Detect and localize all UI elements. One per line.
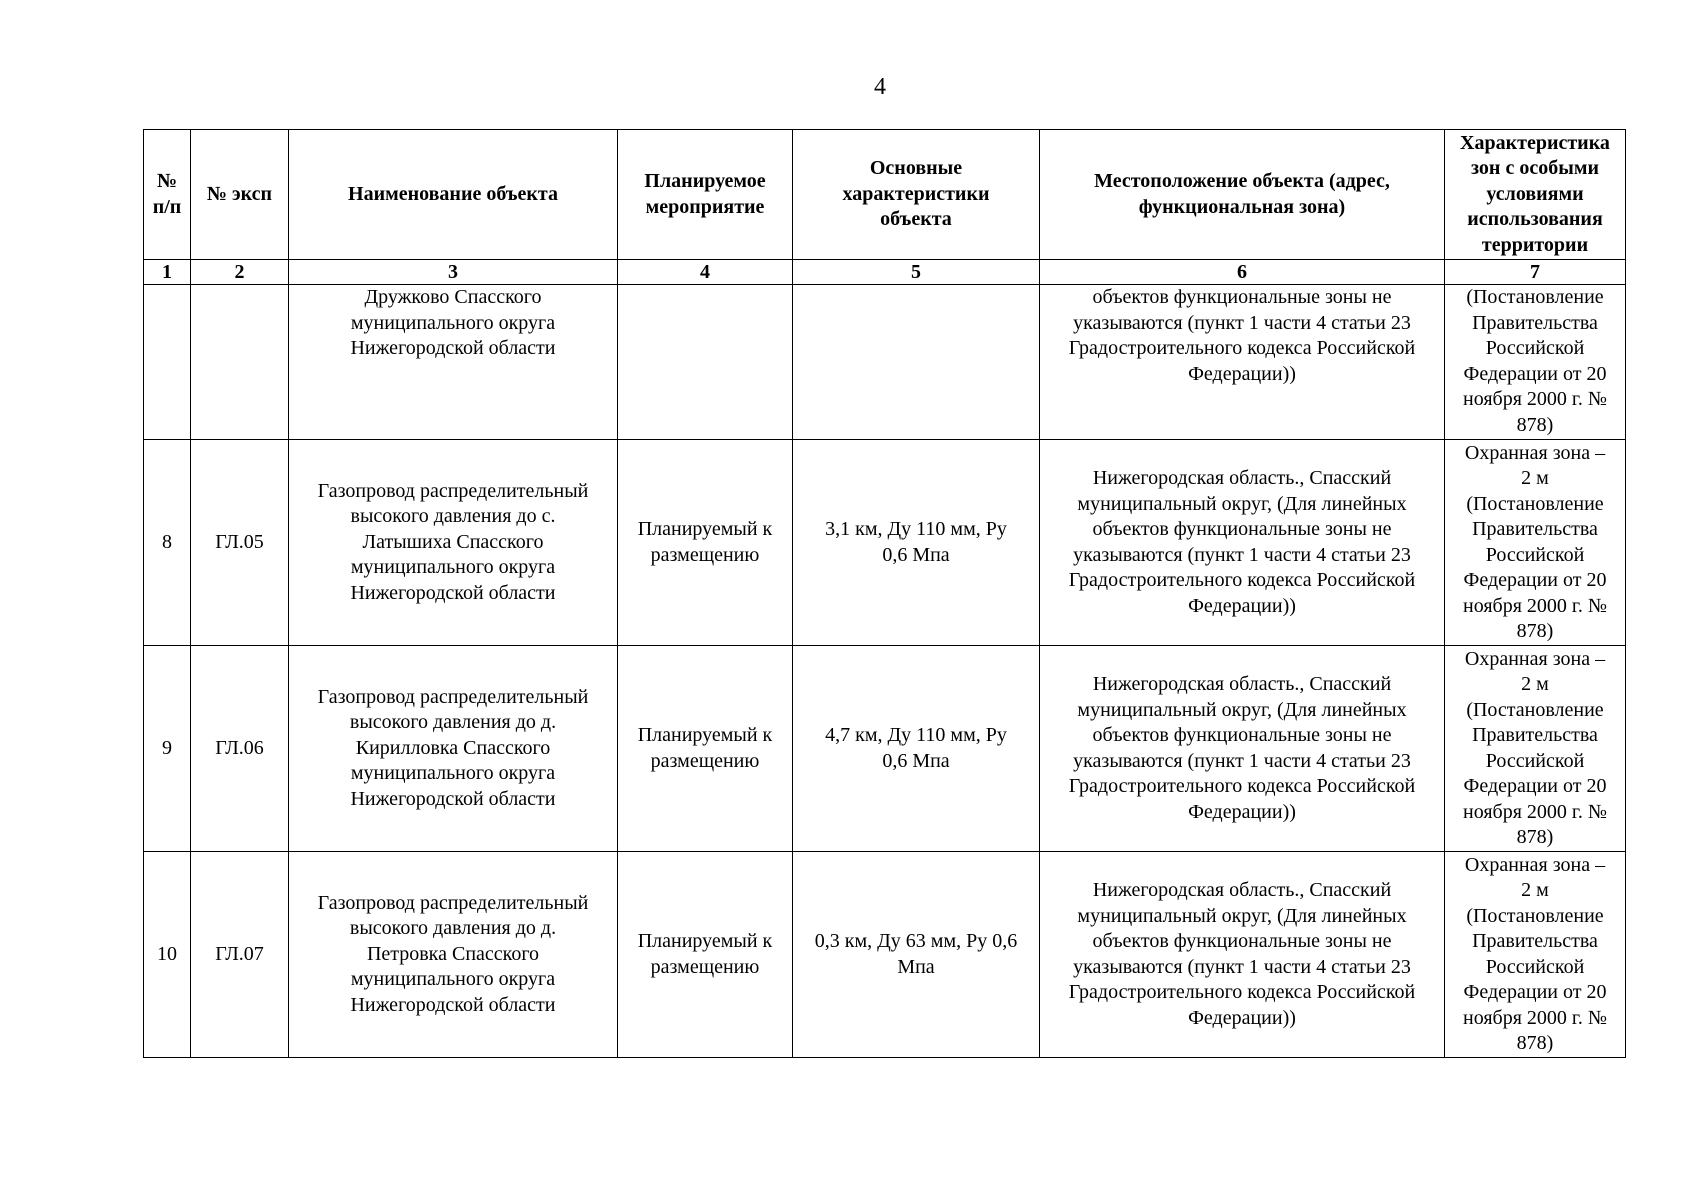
- row-zones: Охранная зона – 2 м (Постановление Правительства Российской Федерации от 20 ноября 2000 г. № 878): [1445, 440, 1626, 646]
- row-measure: Планируемый к размещению: [618, 440, 793, 646]
- row-code: ГЛ.05: [191, 440, 289, 646]
- header-row: [144, 130, 1626, 260]
- row-location: объектов функциональные зоны не указываются (пункт 1 части 4 статьи 23 Градостроительного кодекса Российской Федерации)): [1040, 285, 1445, 440]
- table-row: [144, 646, 1626, 852]
- row-characteristics: 4,7 км, Ду 110 мм, Ру 0,6 Мпа: [793, 646, 1040, 852]
- header-code: № эксп: [191, 130, 289, 260]
- row-code: ГЛ.07: [191, 852, 289, 1058]
- row-characteristics: [793, 285, 1040, 440]
- row-code: ГЛ.06: [191, 646, 289, 852]
- row-measure: Планируемый к размещению: [618, 646, 793, 852]
- row-name: Газопровод распределительный высокого давления до д. Петровка Спасского муниципального округа Нижегородской области: [289, 852, 618, 1058]
- row-location: Нижегородская область., Спасский муниципальный округ, (Для линейных объектов функциональные зоны не указываются (пункт 1 части 4 статьи 23 Градостроительного кодекса Российской Федерации)): [1040, 852, 1445, 1058]
- row-location: Нижегородская область., Спасский муниципальный округ, (Для линейных объектов функциональные зоны не указываются (пункт 1 части 4 статьи 23 Градостроительного кодекса Российской Федерации)): [1040, 440, 1445, 646]
- row-name: Дружково Спасского муниципального округа Нижегородской области: [289, 285, 618, 440]
- row-measure: Планируемый к размещению: [618, 852, 793, 1058]
- row-name: Газопровод распределительный высокого давления до д. Кирилловка Спасского муниципального округа Нижегородской области: [289, 646, 618, 852]
- page-number: 4: [874, 74, 886, 100]
- row-measure: [618, 285, 793, 440]
- column-number: 5: [793, 260, 1040, 285]
- header-characteristics: Основные характеристики объекта: [793, 130, 1040, 260]
- row-zones: Охранная зона – 2 м (Постановление Правительства Российской Федерации от 20 ноября 2000 г. № 878): [1445, 852, 1626, 1058]
- header-name: Наименование объекта: [289, 130, 618, 260]
- column-number: 7: [1445, 260, 1626, 285]
- table-row: [144, 285, 1626, 440]
- row-zones: (Постановление Правительства Российской Федерации от 20 ноября 2000 г. № 878): [1445, 285, 1626, 440]
- row-num: 8: [144, 440, 191, 646]
- header-location: Местоположение объекта (адрес, функциональная зона): [1040, 130, 1445, 260]
- row-num: 9: [144, 646, 191, 852]
- table-row: [144, 440, 1626, 646]
- header-zones: Характеристика зон с особыми условиями использования территории: [1445, 130, 1626, 260]
- objects-table: [143, 129, 1626, 1058]
- table-row: [144, 852, 1626, 1058]
- column-number-row: [144, 260, 1626, 285]
- column-number: 4: [618, 260, 793, 285]
- row-name: Газопровод распределительный высокого давления до с. Латышиха Спасского муниципального округа Нижегородской области: [289, 440, 618, 646]
- column-number: 3: [289, 260, 618, 285]
- row-code: [191, 285, 289, 440]
- row-characteristics: 3,1 км, Ду 110 мм, Ру 0,6 Мпа: [793, 440, 1040, 646]
- row-characteristics: 0,3 км, Ду 63 мм, Ру 0,6 Мпа: [793, 852, 1040, 1058]
- column-number: 2: [191, 260, 289, 285]
- column-number: 6: [1040, 260, 1445, 285]
- column-number: 1: [144, 260, 191, 285]
- header-num: № п/п: [144, 130, 191, 260]
- row-num: [144, 285, 191, 440]
- row-location: Нижегородская область., Спасский муниципальный округ, (Для линейных объектов функциональные зоны не указываются (пункт 1 части 4 статьи 23 Градостроительного кодекса Российской Федерации)): [1040, 646, 1445, 852]
- row-num: 10: [144, 852, 191, 1058]
- header-measure: Планируемое мероприятие: [618, 130, 793, 260]
- row-zones: Охранная зона – 2 м (Постановление Правительства Российской Федерации от 20 ноября 2000 г. № 878): [1445, 646, 1626, 852]
